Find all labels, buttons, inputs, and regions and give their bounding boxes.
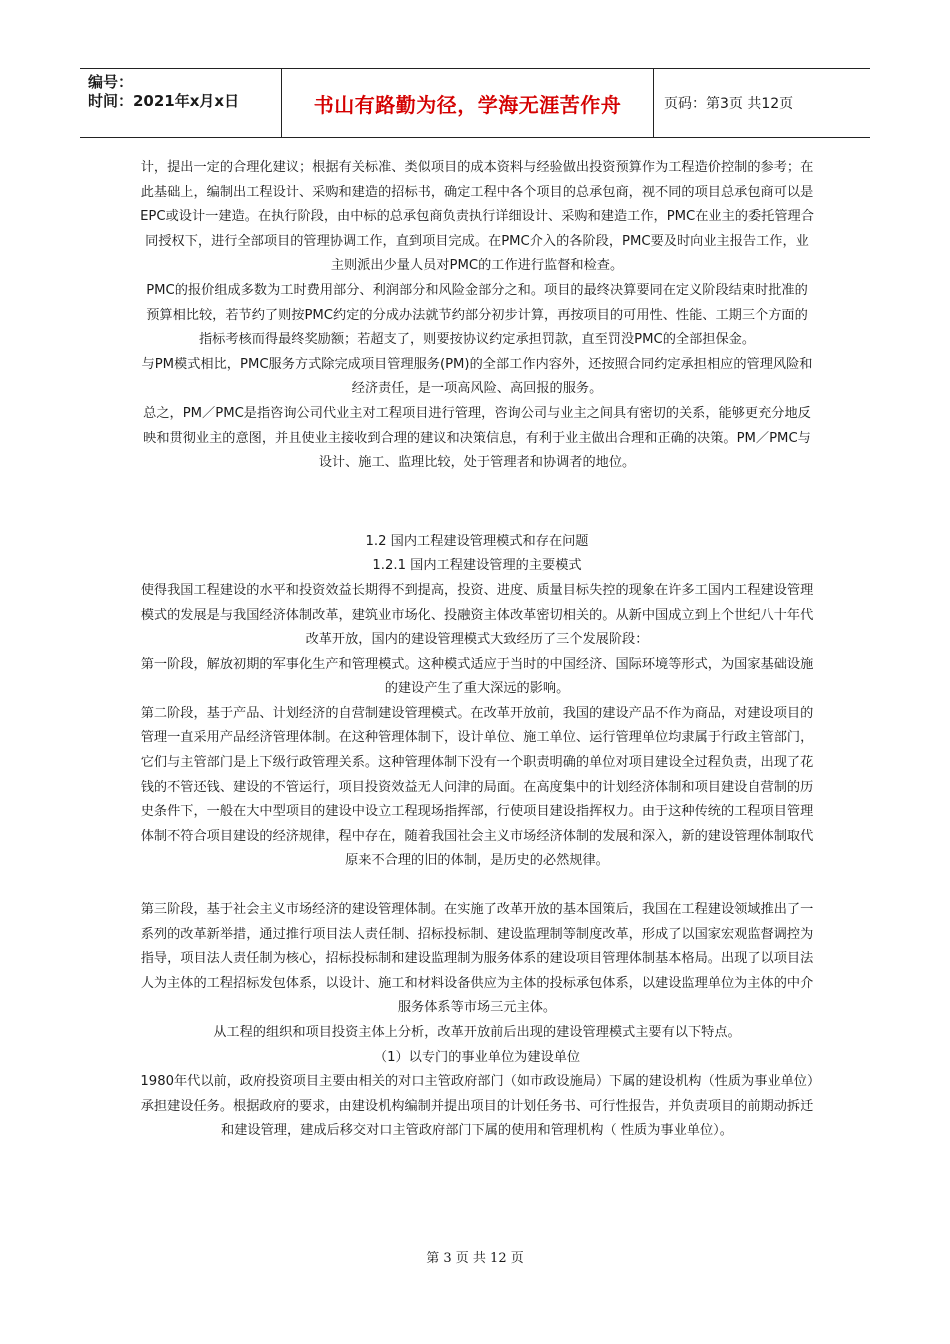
document-number-label: 编号： [88, 73, 134, 91]
document-body [140, 156, 814, 1144]
page-footer: 第 3 页 共 12 页 [426, 1251, 524, 1266]
paragraph-development-intro: 使得我国工程建设的水平和投资效益长期得不到提高，投资、进度、质量目标失控的现象在许多工国内工程建设管理模式的发展是与我国经济体制改革，建筑业市场化、投融资主体改革密切相关的。从新中国成立到上个世纪八十年代改革开放，国内的建设管理模式大致经历了三个发展阶段： [140, 582, 814, 648]
paragraph-pre-1980: 1980年代以前，政府投资项目主要由相关的对口主管政府部门（如市政设施局）下属的建设机构（性质为事业单位）承担建设任务。根据政府的要求，由建设机构编制并提出项目的计划任务书、可行性报告，并负责项目的前期动拆迁和建设管理，建成后移交对口主管政府部门下属的使用和管理机构（ 性质为事业单位）。 [140, 1074, 814, 1139]
paragraph-features-intro: 从工程的组织和项目投资主体上分析，改革开放前后出现的建设管理模式主要有以下特点。 [213, 1025, 741, 1040]
section-heading: 1.2 国内工程建设管理模式和存在问题 [365, 533, 589, 549]
subsection-heading: 1.2.1 国内工程建设管理的主要模式 [372, 558, 582, 574]
paragraph-pm-comparison: 与PM模式相比，PMC服务方式除完成项目管理服务(PM)的全部工作内容外，还按照合同约定承担相应的管理风险和经济责任，是一项高风险、高回报的服务。 [141, 356, 813, 397]
spacer [140, 476, 814, 530]
page-header [80, 68, 870, 138]
header-meta [80, 69, 282, 137]
paragraph-stage-three: 第三阶段，基于社会主义市场经济的建设管理体制。在实施了改革开放的基本国策后，我国在工程建设领域推出了一系列的改革新举措，通过推行项目法人责任制、招标投标制、建设监理制等制度改革，形成了以国家宏观监督调控为指导，项目法人责任制为核心，招标投标制和建设监理制为服务体系的建设项目管理体制基本格局。出现了以项目法人为主体的工程招标发包体系，以设计、施工和材料设备供应为主体的投标承包体系，以建设监理单位为主体的中介服务体系等市场三元主体。 [140, 902, 814, 1016]
header-page-info: 页码：第3页 共12页 [664, 96, 794, 112]
paragraph-summary: 总之，PM／PMC是指咨询公司代业主对工程项目进行管理，咨询公司与业主之间具有密切的关系，能够更充分地反映和贯彻业主的意图，并且使业主接收到合理的建议和决策信息，有利于业主做出合理和正确的决策。PM／PMC与设计、施工、监理比较，处于管理者和协调者的地位。 [143, 405, 811, 471]
list-heading-1: （1）以专门的事业单位为建设单位 [373, 1049, 581, 1065]
header-motto: 书山有路勤为径，学海无涯苦作舟 [282, 69, 654, 137]
spacer [140, 874, 814, 898]
paragraph-pmc-pricing: PMC的报价组成多数为工时费用部分、利润部分和风险金部分之和。项目的最终决算要同在定义阶段结束时批准的预算相比较，若节约了则按PMC约定的分成办法就节约部分初步计算，再按项目的可用性、性能、工期三个方面的指标考核而得最终奖励额；若超支了，则要按协议约定承担罚款，直至罚没PMC的全部担保金。 [146, 282, 808, 348]
paragraph-pmc-process: 计，提出一定的合理化建议；根据有关标准、类似项目的成本资料与经验做出投资预算作为工程造价控制的参考；在此基础上，编制出工程设计、采购和建造的招标书，确定工程中各个项目的总承包商，视不同的项目总承包商可以是EPC或设计一建造。在执行阶段，由中标的总承包商负责执行详细设计、采购和建造工作，PMC在业主的委托管理合同授权下，进行全部项目的管理协调工作，直到项目完成。在PMC介入的各阶段，PMC要及时向业主报告工作，业主则派出少量人员对PMC的工作进行监督和检查。 [140, 160, 814, 274]
paragraph-stage-one: 第一阶段，解放初期的军事化生产和管理模式。这种模式适应于当时的中国经济、国际环境等形式，为国家基础设施的建设产生了重大深远的影响。 [140, 656, 814, 697]
document-time-label: 时间：2021年x月x日 [88, 92, 240, 110]
paragraph-stage-two: 第二阶段，基于产品、计划经济的自营制建设管理模式。在改革开放前，我国的建设产品不作为商品，对建设项目的管理一直采用产品经济管理体制。在这种管理体制下，设计单位、施工单位、运行管理单位均隶属于行政主管部门，它们与主管部门是上下级行政管理关系。这种管理体制下没有一个职责明确的单位对项目建设全过程负责，出现了花钱的不管还钱、建设的不管运行，项目投资效益无人问津的局面。在高度集中的计划经济体制和项目建设自营制的历史条件下，一般在大中型项目的建设中设立工程现场指挥部，行使项目建设指挥权力。由于这种传统的工程项目管理体制不符合项目建设的经济规律，程中存在，随着我国社会主义市场经济体制的发展和深入，新的建设管理体制取代原来不合理的旧的体制，是历史的必然规律。 [140, 705, 814, 869]
